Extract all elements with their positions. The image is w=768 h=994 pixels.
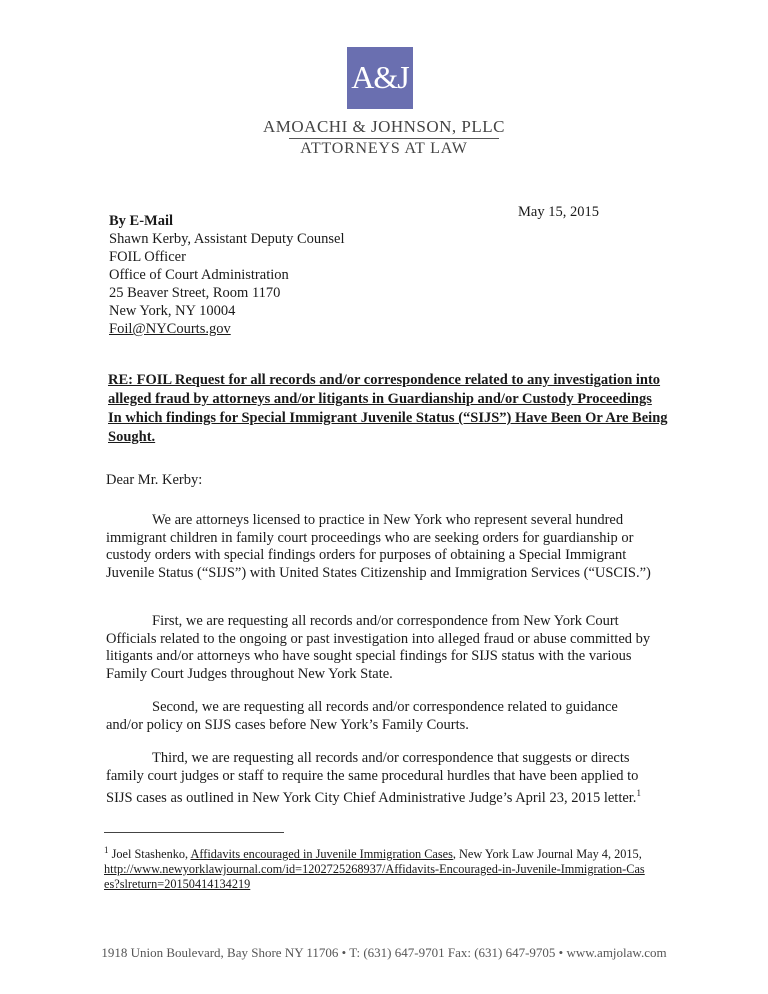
letterhead-footer: 1918 Union Boulevard, Bay Shore NY 11706 • T: (631) 647-9701 Fax: (631) 647-9705 • www.amjolaw.com <box>101 945 667 960</box>
body-paragraph <box>106 750 651 807</box>
body-paragraph: We are attorneys licensed to practice in New York who represent several hundred immigrant children in family court proceedings who are seeking orders for guardianship or custody orders with special findings orders for purposes of obtaining a Special Immigrant Juvenile Status (“SIJS”) with United States Citizenship and Immigration Services (“USCIS.”) <box>106 512 651 581</box>
logo-monogram: A&J <box>351 59 409 95</box>
footnote <box>104 843 649 892</box>
recipient-line: Shawn Kerby, Assistant Deputy Counsel <box>109 231 345 247</box>
footnote-author: Joel Stashenko, <box>111 847 189 862</box>
footnote-url-link[interactable]: http://www.newyorklawjournal.com/id=1202725268937/Affidavits-Encouraged-in-Juvenile-Immigration-Cases?slreturn=20150414134219 <box>104 862 645 892</box>
recipient-line: FOIL Officer <box>109 249 186 265</box>
paragraph-text: Third, we are requesting all records and/or correspondence that suggests or directs family court judges or staff to require the same procedural hurdles that have been applied to SIJS cases as outlined in New York City Chief Administrative Judge’s April 23, 2015 letter. <box>106 750 639 806</box>
recipient-line: 25 Beaver Street, Room 1170 <box>109 285 281 301</box>
body-paragraph: First, we are requesting all records and/or correspondence from New York Court Officials related to the ongoing or past investigation into alleged fraud or abuse committed by litigants and/or attorneys who have sought special findings for SIJS status with the various Family Court Judges throughout New York State. <box>106 613 651 682</box>
footnote-article-title: Affidavits encouraged in Juvenile Immigration Cases <box>190 847 453 862</box>
letterhead-divider <box>289 138 499 139</box>
firm-name: AMOACHI & JOHNSON, PLLC <box>263 117 505 136</box>
footnote-marker: 1 <box>636 788 641 798</box>
letter-date: May 15, 2015 <box>518 204 599 220</box>
subject-line: RE: FOIL Request for all records and/or correspondence related to any investigation into alleged fraud by attorneys and/or litigants in Guardianship and/or Custody Proceedings In which findings for Special Immigrant Juvenile Status (“SIJS”) Have Been Or Are Being Sought. <box>108 372 668 445</box>
recipient-email-link[interactable]: Foil@NYCourts.gov <box>109 321 231 337</box>
firm-logo <box>347 47 413 109</box>
recipient-line: New York, NY 10004 <box>109 303 236 319</box>
body-paragraph: Second, we are requesting all records and/or correspondence related to guidance and/or policy on SIJS cases before New York’s Family Courts. <box>106 699 618 733</box>
salutation: Dear Mr. Kerby: <box>106 472 203 488</box>
footnote-source: , New York Law Journal May 4, 2015, <box>452 847 642 862</box>
recipient-line: Office of Court Administration <box>109 267 289 283</box>
footnote-divider <box>104 832 284 833</box>
recipient-block <box>109 212 344 338</box>
firm-subtitle: ATTORNEYS AT LAW <box>300 140 468 157</box>
delivery-method: By E-Mail <box>109 213 174 229</box>
footnote-number: 1 <box>104 845 109 855</box>
